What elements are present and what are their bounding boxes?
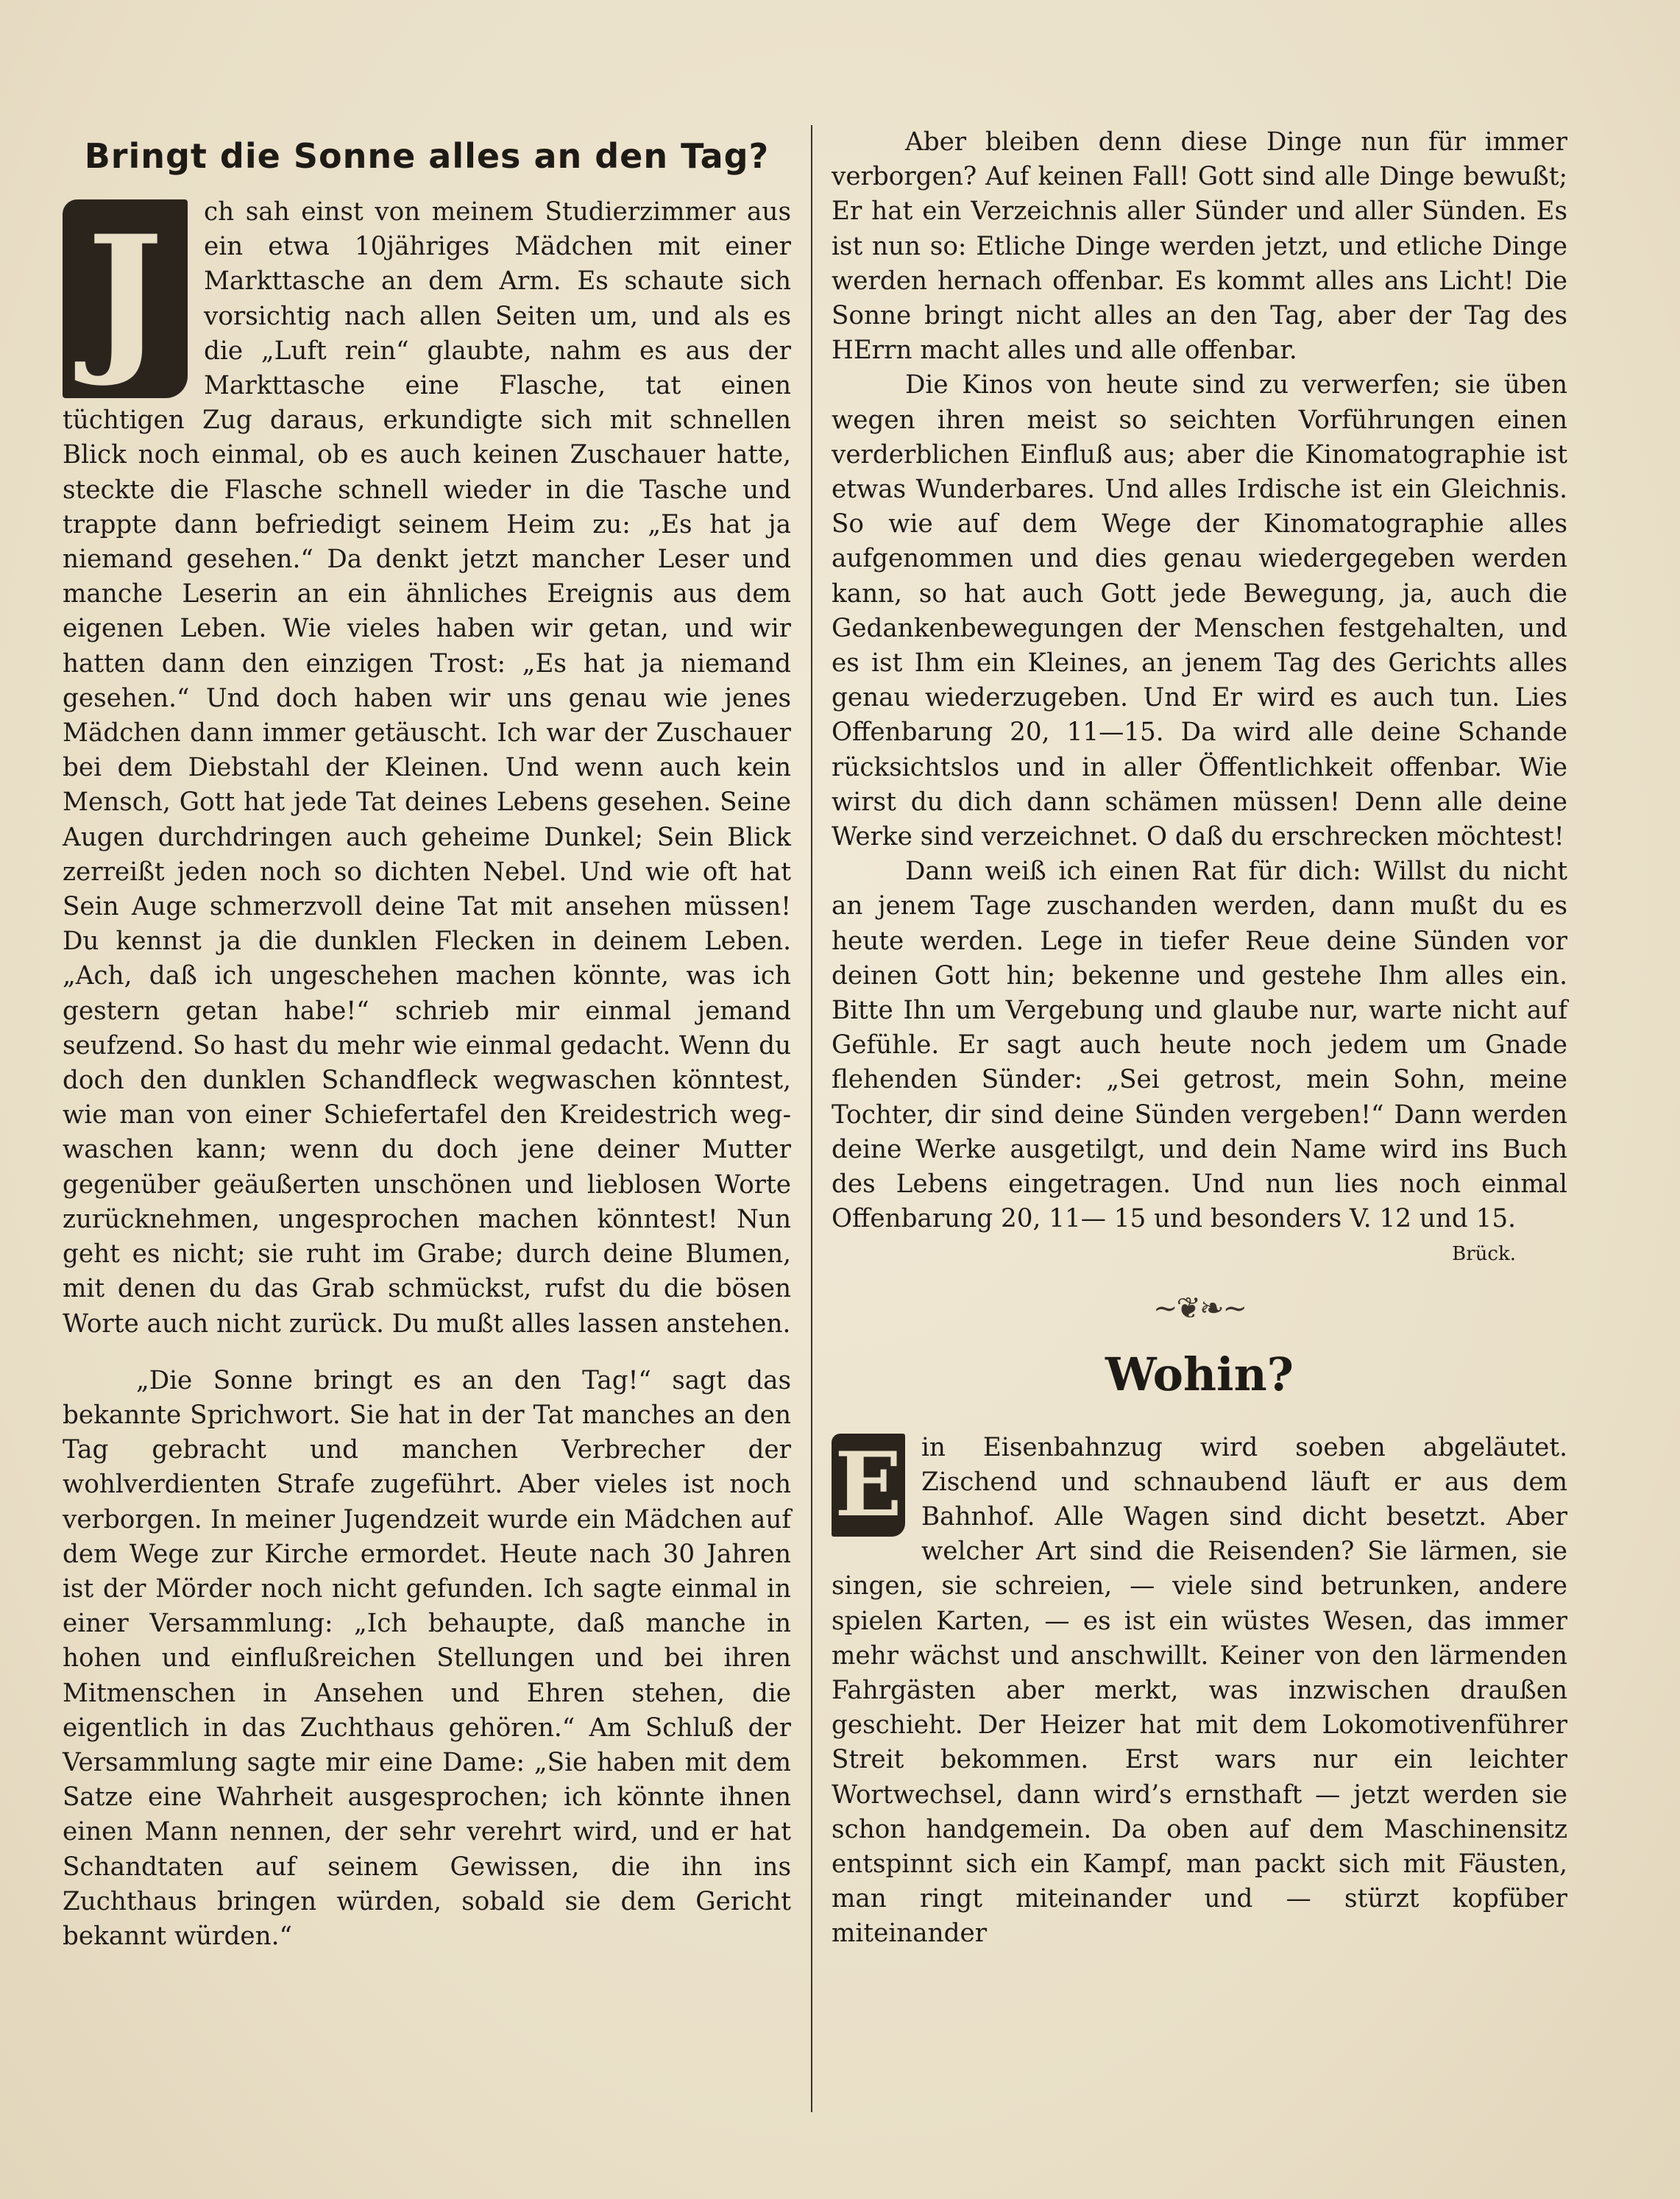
article-paragraph bbox=[63, 195, 791, 1342]
dropcap-initial: E bbox=[832, 1434, 905, 1537]
article-paragraph: Dann weiß ich einen Rat für dich: Willst du nicht an jenem Tage zuschanden werden, dann mußt du es heute werden. Lege in tiefer Reue deine Sünden vor deinen Gott hin; bekenne und gestehe Ihm alles ein. Bitte Ihn um Vergebung und glaube nur, warte nicht auf Gefühle. Er sagt auch heute noch jedem um Gnade flehenden Sünder: „Sei getrost, mein Sohn, meine Tochter, dir sind deine Sünden vergeben!“ Dann werden deine Werke ausgetilgt, und dein Name wird ins Buch des Lebens eingetragen. Und nun lies noch einmal Offenbarung 20, 11— 15 und besonders V. 12 und 15. bbox=[832, 857, 1567, 1234]
left-column bbox=[63, 121, 791, 1954]
article-paragraph: „Die Sonne bringt es an den Tag!“ sagt das bekannte Sprichwort. Sie hat in der Tat manches an den Tag gebracht und manchen Verbrecher der wohlverdienten Strafe zugeführt. Aber vieles ist noch verborgen. In meiner Jugendzeit wurde ein Mädchen auf dem Wege zur Kirche ermordet. Heute nach 30 Jahren ist der Mörder noch nicht gefunden. Ich sagte einmal in einer Versammlung: „Ich behaupte, daß manche in hohen und einflußreichen Stellungen und bei ihren Mitmenschen in Ansehen und Ehren stehen, die eigentlich in das Zuchthaus gehören.“ Am Schluß der Versammlung sagte mir eine Dame: „Sie haben mit dem Satze eine Wahrheit ausgesprochen; ich könnte ihnen einen Mann nennen, der sehr verehrt wird, und er hat Schandtaten auf seinem Gewissen, die ihn ins Zuchthaus bringen würden, sobald sie dem Gericht bekannt würden.“ bbox=[63, 1365, 791, 1951]
article-paragraph bbox=[832, 1431, 1567, 1952]
column-divider bbox=[811, 125, 812, 2112]
dropcap-initial: J bbox=[63, 199, 188, 398]
paragraph-text: ch sah einst von meinem Studierzimmer aus ein etwa 10jähriges Mädchen mit einer Markttasche an dem Arm. Es schaute sich vorsichtig nach allen Seiten um, und als es die „Luft rein“ glaubte, nahm es aus der Markttasche eine Flasche, tat einen tüchtigen Zug daraus, erkundigte sich mit schnellen Blick noch einmal, ob es auch keinen Zuschauer hatte, steckte die Flasche schnell wieder in die Tasche und trappte dann befriedigt seinem Heim zu: „Es hat ja niemand gesehen.“ Da denkt jetzt mancher Leser und manche Leserin an ein ähnliches Ereignis aus dem eigenen Leben. Wie vieles haben wir getan, und wir hatten dann den einzigen Trost: „Es hat ja niemand gesehen.“ Und doch haben wir uns genau wie jenes Mädchen dann immer getäuscht. Ich war der Zuschauer bei dem Diebstahl der Kleinen. Und wenn auch kein Mensch, Gott hat jede Tat deines Lebens gesehen. Seine Augen durchdringen auch geheime Dunkel; Sein Blick zerreißt jeden noch so dichten Nebel. Und wie oft hat Sein Auge schmerzvoll deine Tat mit ansehen müssen! Du kennst ja die dunklen Flecken in deinem Leben. „Ach, daß ich ungeschehen machen könnte, was ich gestern getan habe!“ schrieb mir einmal jemand seufzend. So hast du mehr wie einmal gedacht. Wenn du doch den dunklen Schandfleck wegwaschen könntest, wie man von einer Schiefertafel den Kreidestrich wegwaschen kann; wenn du doch jene deiner Mutter gegenüber geäußerten unschönen und lieblosen Worte zurücknehmen, ungesprochen machen könntest! Nun geht es nicht; sie ruht im Grabe; durch deine Blumen, mit denen du das Grab schmückst, rufst du die bösen Worte auch nicht zurück. Du mußt alles lassen anstehen. bbox=[63, 197, 791, 1339]
ornament-divider: ~❦❧~ bbox=[1152, 1291, 1247, 1325]
article-title: Wohin? bbox=[1105, 1347, 1294, 1401]
paragraph-gap bbox=[63, 1342, 791, 1364]
article-paragraph: Die Kinos von heute sind zu verwerfen; sie üben wegen ihren meist so seichten Vorführungen einen verderblichen Einfluß aus; aber die Kinomatographie ist etwas Wunderbares. Und alles Irdische ist ein Gleichnis. So wie auf dem Wege der Kinomatographie alles aufgenommen und dies genau wiedergegeben werden kann, so hat auch Gott jede Bewegung, ja, auch die Gedankenbewegungen der Menschen festgehalten, und es ist Ihm ein Kleines, an jenem Tag des Gerichts alles genau wiederzugeben. Und Er wird es auch tun. Lies Offenbarung 20, 11—15. Da wird alle deine Schande rücksichtslos und in aller Öffentlichkeit offenbar. Wie wirst du dich dann schämen müssen! Denn alle deine Werke sind verzeichnet. O daß du erschrecken möchtest! bbox=[832, 370, 1567, 852]
article-paragraph: Aber bleiben denn diese Dinge nun für immer verborgen? Auf keinen Fall! Gott sind alle Dinge bewußt; Er hat ein Verzeichnis aller Sünder und aller Sünden. Es ist nun so: Etliche Dinge werden jetzt, und etliche Dinge werden hernach offenbar. Es kommt alles ans Licht! Die Sonne bringt nicht alles an den Tag, aber der Tag des HErrn macht alles und alle offenbar. bbox=[832, 127, 1567, 366]
right-column bbox=[832, 125, 1567, 1952]
author-signature: Brück. bbox=[1452, 1242, 1516, 1265]
paragraph-text: in Eisenbahnzug wird soeben abgeläutet. Zischend und schnaubend läuft er aus dem Bahnhof. Alle Wagen sind dicht besetzt. Aber welcher Art sind die Reisenden? Sie lärmen, sie singen, sie schreien, — viele sind betrunken, andere spielen Karten, — es ist ein wüstes Wesen, das immer mehr wächst und anschwillt. Keiner von den lärmenden Fahrgästen aber merkt, was inzwischen draußen geschieht. Der Heizer hat mit dem Lokomotivenführer Streit bekommen. Erst wars nur ein leichter Wortwechsel, dann wird’s ernsthaft — jetzt werden sie schon handgemein. Da oben auf dem Maschinensitz entspinnt sich ein Kampf, man packt sich mit Fäusten, man ringt miteinander und — stürzt kopfüber miteinander bbox=[832, 1432, 1567, 1949]
article-title: Bringt die Sonne alles an den Tag? bbox=[84, 136, 770, 176]
